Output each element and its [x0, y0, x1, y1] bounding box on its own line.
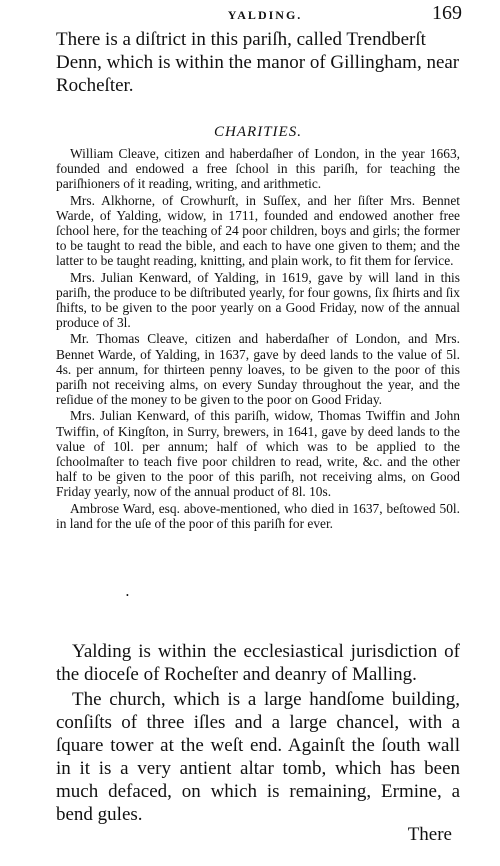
intro-paragraph: There is a diſtrict in this pariſh, called Trendberſt Denn, which is within the manor of Gillingham, near Rocheſter. — [56, 29, 460, 96]
charities-list — [56, 146, 460, 532]
church-paragraph: The church, which is a large handſome building, conſiſts of three iſles and a large chancel, with a ſquare tower at the weſt end. Againſt the ſouth wall in it is a very antient altar tomb, which has been much defaced, on which is remaining, Ermine, a bend gules. — [56, 689, 460, 825]
charity-entry: Mrs. Julian Kenward, of this pariſh, widow, Thomas Twiffin and John Twiffin, of Kingſton, in Surry, brewers, in 1641, gave by deed lands to the value of 10l. per annum; half of which was to be applied to the ſchoolmaſter to teach five poor children to read, write, &c. and the other half to be given to the poor of this pariſh, not receiving alms, on Good Friday yearly, now of the annual product of 8l. 10s. — [56, 408, 460, 500]
charity-entry: Mr. Thomas Cleave, citizen and haberdaſher of London, and Mrs. Bennet Warde, of Yalding, in 1637, gave by deed lands to the value of 5l. 4s. per annum, for thirteen penny loaves, to be given to the poor of this pariſh not receiving alms, on every Sunday throughout the year, and the reſidue of the money to be given to the poor on Good Friday. — [56, 331, 460, 408]
running-head — [60, 2, 470, 28]
ornament-mark: • — [126, 591, 129, 600]
charity-entry: Ambrose Ward, esq. above-mentioned, who died in 1637, beſtowed 50l. in land for the uſe of the poor of this pariſh for ever. — [56, 500, 460, 531]
page-number: 169 — [432, 2, 462, 24]
charity-entry: William Cleave, citizen and haberdaſher of London, in the year 1663, founded and endowed a free ſchool in this pariſh, for teaching the pariſhioners of it reading, writing, and arithmetic. — [56, 146, 460, 192]
jurisdiction-paragraph: Yalding is within the ecclesiastical jurisdiction of the dioceſe of Rocheſter and deanry of Malling. — [56, 641, 460, 685]
charity-entry: Mrs. Julian Kenward, of Yalding, in 1619, gave by will land in this pariſh, the produce to be diſtributed yearly, for four gowns, ſix ſhirts and ſix ſhifts, to be given to the poor yearly on a Good Friday, now of the annual produce of 3l. — [56, 269, 460, 331]
running-title: YALDING. — [227, 8, 303, 22]
charity-entry: Mrs. Alkhorne, of Crowhurſt, in Suſſex, and her ſiſter Mrs. Bennet Warde, of Yalding, widow, in 1711, founded and endowed another free ſchool here, for the teaching of 24 poor children, boys and girls; the former to be taught to read the bible, and each to have one given to them; and the latter to be taught reading, knitting, and plain work, to fit them for ſervice. — [56, 192, 460, 269]
closing-section — [56, 640, 460, 828]
catchword: There — [407, 824, 452, 845]
charities-heading: CHARITIES. — [214, 124, 302, 140]
